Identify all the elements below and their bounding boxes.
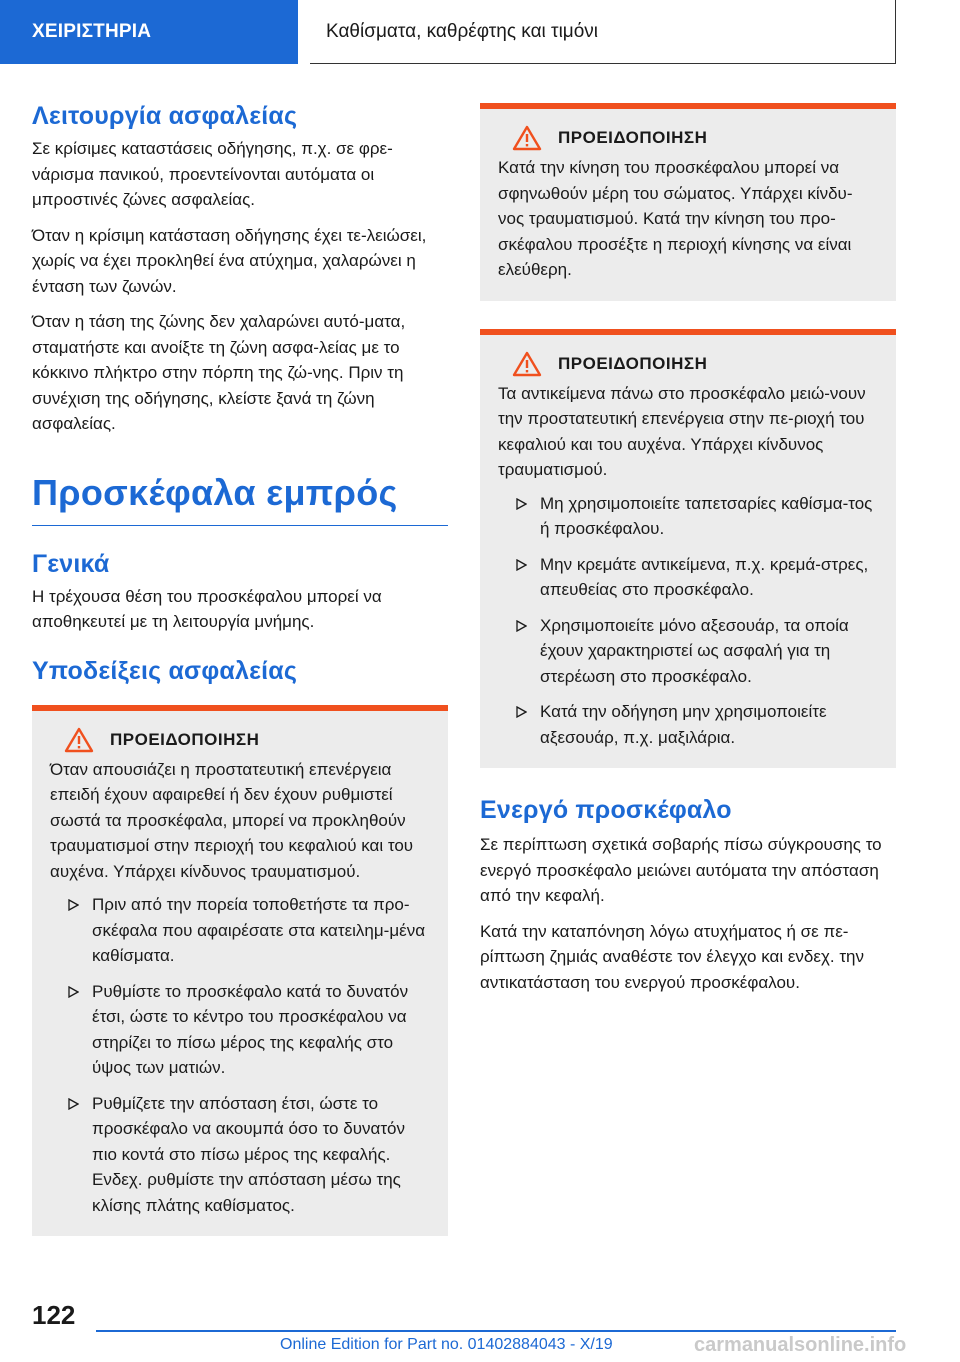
watermark: carmanualsonline.info <box>694 1334 907 1356</box>
warning-triangle-icon <box>512 351 542 377</box>
right-column <box>480 103 896 1005</box>
warning-title: ΠΡΟΕΙΔΟΠΟΙΗΣΗ <box>558 353 708 373</box>
warning-triangle-icon <box>64 727 94 753</box>
warning-header <box>50 727 430 753</box>
footer-rule <box>96 1330 896 1332</box>
paragraph: Σε περίπτωση σχετικά σοβαρής πίσω σύγκρουσης το ενεργό προσκέφαλο μειώνει αυτόματα την απόσταση από την κεφαλή. <box>480 835 882 905</box>
paragraph: Όταν η κρίσιμη κατάσταση οδήγησης έχει τε‐λειώσει, χωρίς να έχει προκληθεί ένα ατύχημα, χαλαρώνει η ένταση των ζωνών. <box>32 225 427 296</box>
triangle-bullet-icon <box>68 1098 79 1110</box>
warning-text: Τα αντικείμενα πάνω στο προσκέφαλο μειώ‐νουν την προστατευτική επενέργεια στην πε‐ριοχή του κεφαλιού και του αυχένα. Υπάρχει κίνδυνος τραυματισμού. <box>498 383 866 479</box>
edition-text: Online Edition for Part no. 01402884043 - X/19 <box>280 1336 613 1353</box>
list-item: Πριν από την πορεία τοποθετήστε τα προ‐σκέφαλα που αφαιρέσατε στα κατειλημ‐μένα καθίσματα. <box>50 892 430 969</box>
warning-box <box>32 705 448 1237</box>
warning-box <box>480 103 896 301</box>
page-number: 122 <box>32 1300 76 1330</box>
list-item: Χρησιμοποιείτε μόνο αξεσουάρ, τα οποία έχουν χαρακτηριστεί ως ασφαλή για τη στερέωση στο προσκέφαλο. <box>498 613 878 690</box>
warning-list <box>50 892 430 1218</box>
warning-title: ΠΡΟΕΙΔΟΠΟΙΗΣΗ <box>558 128 708 147</box>
warning-list <box>498 491 878 751</box>
headrests-heading: Προσκέφαλα εμπρός <box>32 471 448 526</box>
list-item: Ρυθμίστε το προσκέφαλο κατά το δυνατόν έτσι, ώστε το κέντρο του προσκέφαλου να στηρίζει το πίσω μέρος της κεφαλής στο ύψος των ματιών. <box>50 979 430 1081</box>
list-item: Ρυθμίζετε την απόσταση έτσι, ώστε το προσκέφαλο να ακουμπά όσο το δυνατόν πιο κοντά στο πίσω μέρος της κεφαλής. Ενδεχ. ρυθμίστε την απόσταση μέσω της κλίσης πλάτης καθίσματος. <box>50 1091 430 1219</box>
triangle-bullet-icon <box>516 498 527 510</box>
general-heading: Γενικά <box>32 549 110 578</box>
triangle-bullet-icon <box>68 986 79 998</box>
warning-header <box>498 125 878 151</box>
safety-hints-heading: Υποδείξεις ασφαλείας <box>32 656 298 685</box>
section-tab[interactable]: ΧΕΙΡΙΣΤΗΡΙΑ <box>0 0 298 64</box>
paragraph: Κατά την καταπόνηση λόγω ατυχήματος ή σε πε‐ρίπτωση ζημιάς αναθέστε τον έλεγχο και ενδεχ. την αντικατάσταση του ενεργού προσκέφαλου. <box>480 921 864 992</box>
paragraph: Όταν η τάση της ζώνης δεν χαλαρώνει αυτό‐ματα, σταματήστε και ανοίξτε τη ζώνη ασφα‐λείας με το κόκκινο πλήκτρο στην πόρπη της ζώ‐νης. Πριν τη συνέχιση της οδήγησης, κλείστε ξανά τη ζώνη ασφαλείας. <box>32 312 406 433</box>
warning-title: ΠΡΟΕΙΔΟΠΟΙΗΣΗ <box>110 729 260 749</box>
list-item: Μην κρεμάτε αντικείμενα, π.χ. κρεμά‐στρες, απευθείας στο προσκέφαλο. <box>498 552 878 603</box>
paragraph: Η τρέχουσα θέση του προσκέφαλου μπορεί να αποθηκευτεί με τη λειτουργία μνήμης. <box>32 586 382 631</box>
chapter-title: Καθίσματα, καθρέφτης και τιμόνι <box>310 0 896 64</box>
triangle-bullet-icon <box>516 559 527 571</box>
warning-text: Όταν απουσιάζει η προστατευτική επενέργεια επειδή έχουν αφαιρεθεί ή δεν έχουν ρυθμιστεί σωστά τα προσκέφαλα, μπορεί να προκληθούν τραυματισμοί στην περιοχή του κεφαλιού και του αυχένα. Υπάρχει κίνδυνος τραυματισμού. <box>50 759 414 881</box>
page-footer <box>0 1300 960 1362</box>
warning-triangle-icon <box>512 125 542 151</box>
warning-header <box>498 351 878 377</box>
left-column <box>32 100 448 1236</box>
page-header <box>0 0 960 64</box>
warning-box <box>480 329 896 769</box>
list-item: Κατά την οδήγηση μην χρησιμοποιείτε αξεσουάρ, π.χ. μαξιλάρια. <box>498 699 878 750</box>
paragraph: Σε κρίσιμες καταστάσεις οδήγησης, π.χ. σε φρε‐νάρισμα πανικού, προεντείνονται αυτόματα οι μπροστινές ζώνες ασφαλείας. <box>32 139 393 209</box>
warning-text: Κατά την κίνηση του προσκέφαλου μπορεί να σφηνωθούν μέρη του σώματος. Υπάρχει κίνδυ‐νος τραυματισμού. Κατά την κίνηση του προ‐σκέφαλου προσέξτε η περιοχή κίνησης να είναι ελεύθερη. <box>498 158 853 279</box>
triangle-bullet-icon <box>516 706 527 718</box>
active-headrest-heading: Ενεργό προσκέφαλο <box>480 796 732 824</box>
list-item: Μη χρησιμοποιείτε ταπετσαρίες καθίσμα‐τος ή προσκέφαλου. <box>498 491 878 542</box>
safety-function-heading: Λειτουργία ασφαλείας <box>32 102 298 130</box>
triangle-bullet-icon <box>516 620 527 632</box>
triangle-bullet-icon <box>68 899 79 911</box>
